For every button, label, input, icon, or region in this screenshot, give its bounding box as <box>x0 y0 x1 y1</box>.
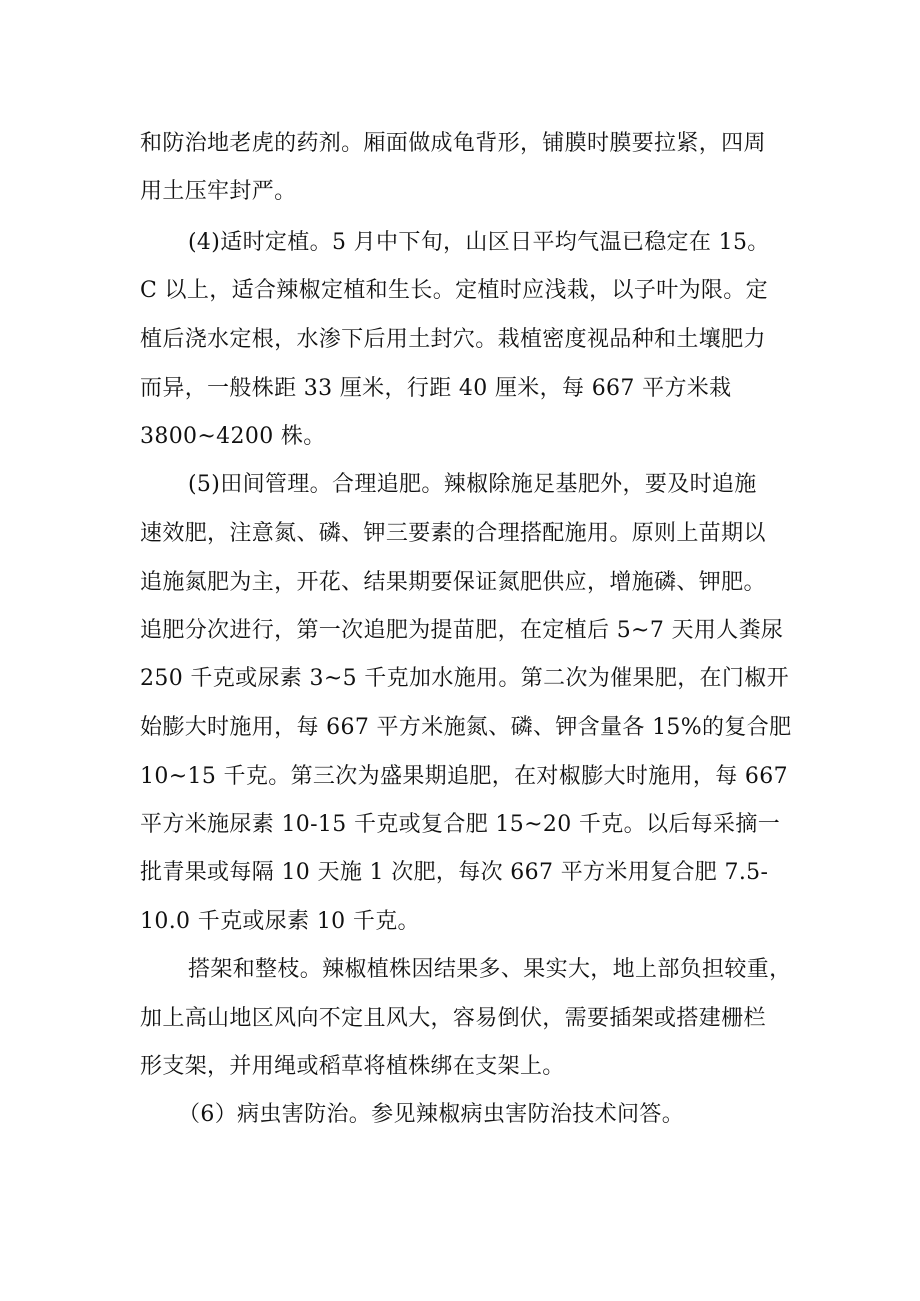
text-line: 批青果或每隔 10 天施 1 次肥，每次 667 平方米用复合肥 7.5- <box>140 860 769 885</box>
text-line: 速效肥，注意氮、磷、钾三要素的合理搭配施用。原则上苗期以 <box>140 521 766 546</box>
text-line: (4)适时定植。5 月中下旬，山区日平均气温已稳定在 15。 <box>188 230 770 255</box>
text-line: 10.0 千克或尿素 10 千克。 <box>140 909 420 934</box>
text-line: (5)田间管理。合理追肥。辣椒除施足基肥外，要及时追施 <box>188 472 757 497</box>
text-line: 250 千克或尿素 3~5 千克加水施用。第二次为催果肥，在门椒开 <box>140 666 789 691</box>
text-line: 平方米施尿素 10-15 千克或复合肥 15~20 千克。以后每采摘一 <box>140 812 781 837</box>
text-line: 和防治地老虎的药剂。厢面做成龟背形，铺膜时膜要拉紧，四周 <box>140 131 766 156</box>
text-line: 追施氮肥为主，开花、结果期要保证氮肥供应，增施磷、钾肥。 <box>140 570 766 595</box>
text-line: 植后浇水定根，水渗下后用土封穴。栽植密度视品种和土壤肥力 <box>140 327 766 352</box>
text-line: 形支架，并用绳或稻草将植株绑在支架上。 <box>140 1054 565 1079</box>
text-line: 搭架和整枝。辣椒植株因结果多、果实大，地上部负担较重， <box>188 957 792 982</box>
text-line: C 以上，适合辣椒定植和生长。定植时应浅栽，以子叶为限。定 <box>140 278 768 303</box>
text-line: 3800~4200 株。 <box>140 424 326 449</box>
text-line: 用土压牢封严。 <box>140 179 297 204</box>
text-line: 加上高山地区风向不定且风大，容易倒伏，需要插架或搭建栅栏 <box>140 1006 766 1031</box>
text-line: （6）病虫害防治。参见辣椒病虫害防治技术问答。 <box>178 1102 685 1127</box>
text-line: 追肥分次进行，第一次追肥为提苗肥，在定植后 5~7 天用人粪尿 <box>140 618 784 643</box>
text-line: 而异，一般株距 33 厘米，行距 40 厘米，每 667 平方米栽 <box>140 376 732 401</box>
text-line: 10~15 千克。第三次为盛果期追肥，在对椒膨大时施用，每 667 <box>140 764 788 789</box>
text-line: 始膨大时施用，每 667 平方米施氮、磷、钾含量各 15%的复合肥 <box>140 715 792 740</box>
